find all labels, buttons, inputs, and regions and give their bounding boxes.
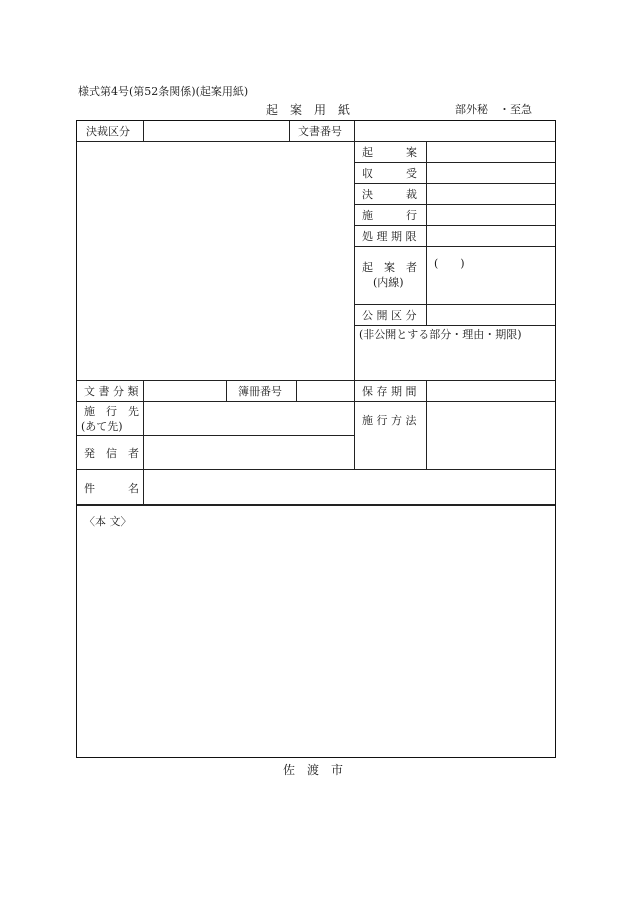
body-field[interactable] bbox=[77, 531, 555, 757]
drafting-date-field[interactable] bbox=[427, 142, 554, 162]
non-disclosure-note: (非公開とする部分・理由・期限) bbox=[359, 328, 522, 341]
row-line bbox=[77, 504, 555, 506]
city-name: 佐 渡 市 bbox=[283, 763, 344, 777]
subject-label: 件 名 bbox=[84, 482, 139, 495]
drafting-form bbox=[76, 120, 556, 758]
col-line bbox=[226, 380, 227, 401]
non-disclosure-field[interactable] bbox=[355, 343, 554, 379]
register-no-label: 簿冊番号 bbox=[238, 385, 282, 398]
deadline-label: 処 理 期 限 bbox=[362, 230, 417, 243]
decision-date-field[interactable] bbox=[427, 184, 554, 204]
approval-area[interactable] bbox=[77, 142, 353, 379]
col-line bbox=[354, 121, 355, 469]
subject-field[interactable] bbox=[144, 470, 554, 504]
enforcement-date-field[interactable] bbox=[427, 205, 554, 225]
destination-label: 施 行 先 bbox=[84, 405, 139, 418]
retention-label: 保 存 期 間 bbox=[362, 385, 417, 398]
drafting-label: 起 案 bbox=[362, 146, 417, 159]
doc-class-field[interactable] bbox=[144, 381, 225, 401]
sender-field[interactable] bbox=[144, 436, 353, 469]
doc-class-label: 文 書 分 類 bbox=[84, 385, 139, 398]
deadline-field[interactable] bbox=[427, 226, 554, 246]
retention-field[interactable] bbox=[427, 381, 554, 401]
secrecy-label: 部外秘 ・至急 bbox=[455, 103, 532, 116]
receiving-date-field[interactable] bbox=[427, 163, 554, 183]
decision-label: 決 裁 bbox=[362, 188, 417, 201]
disclosure-label: 公 開 区 分 bbox=[362, 309, 417, 322]
destination-field[interactable] bbox=[144, 402, 353, 435]
form-number: 様式第4号(第52条関係)(起案用紙) bbox=[78, 85, 249, 98]
disclosure-field[interactable] bbox=[427, 305, 554, 325]
register-no-field[interactable] bbox=[297, 381, 353, 401]
col-line bbox=[289, 121, 290, 141]
extension-paren: ( ) bbox=[434, 257, 465, 270]
form-title: 起 案 用 紙 bbox=[266, 103, 351, 117]
method-field[interactable] bbox=[427, 402, 554, 469]
method-label: 施 行 方 法 bbox=[362, 414, 417, 427]
document-number-label: 文書番号 bbox=[298, 125, 342, 138]
drafter-label: 起 案 者 bbox=[362, 261, 417, 274]
receiving-label: 収 受 bbox=[362, 167, 417, 180]
sender-label: 発 信 者 bbox=[84, 447, 139, 460]
decision-category-label: 決裁区分 bbox=[86, 125, 130, 138]
decision-category-field[interactable] bbox=[144, 121, 288, 140]
enforcement-label: 施 行 bbox=[362, 209, 417, 222]
destination-sub-label: (あて先) bbox=[81, 420, 123, 433]
row-line bbox=[354, 325, 555, 326]
body-label: 〈本 文〉 bbox=[84, 515, 132, 528]
extension-label: (内線) bbox=[373, 276, 404, 289]
document-number-field[interactable] bbox=[355, 121, 554, 140]
